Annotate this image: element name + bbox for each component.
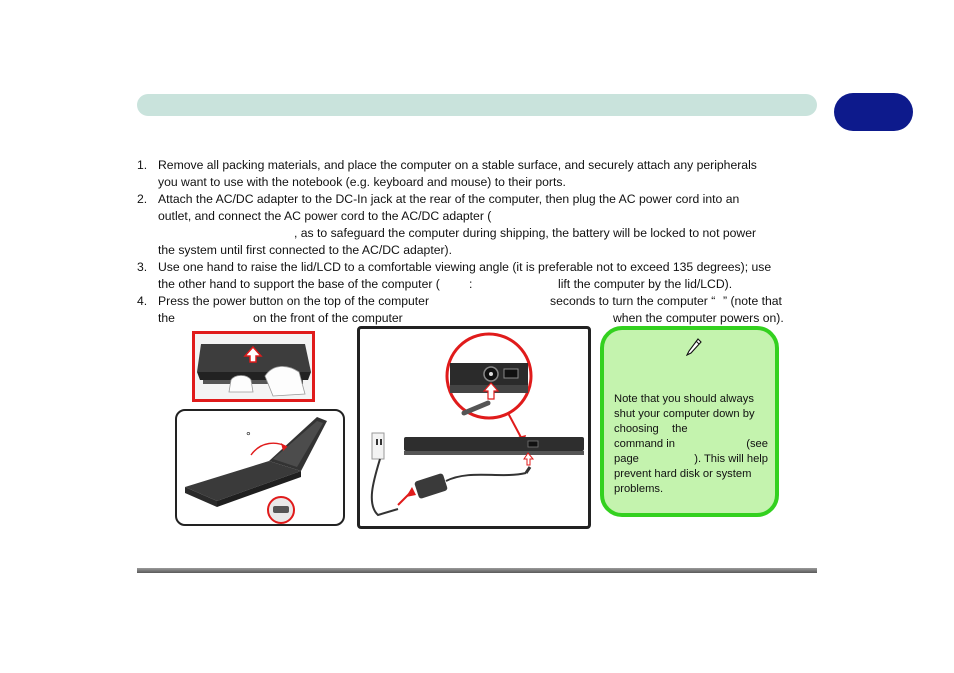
note-line-group	[614, 422, 768, 437]
step-text-line-group	[158, 293, 817, 310]
step-text-line: outlet, and connect the AC power cord to the AC/DC adapter (	[158, 209, 492, 223]
note-fragment: choosing	[614, 423, 659, 435]
note-fragment: (see	[746, 438, 768, 450]
note-fragment: the	[672, 423, 688, 435]
step-text-line: the system until first connected to the AC/DC adapter).	[158, 243, 452, 257]
footer-rule	[137, 568, 817, 573]
adapter-illustration	[360, 329, 588, 526]
laptop-open-illustration	[177, 411, 343, 524]
note-text	[614, 392, 768, 497]
step-1	[137, 157, 817, 191]
note-fragment: page	[614, 453, 639, 465]
figure-adapter-connection	[357, 326, 591, 529]
pen-icon	[686, 338, 702, 361]
note-line-group	[614, 437, 768, 452]
header-bar	[137, 94, 817, 116]
step-text-fragment: Press the power button on the top of the computer	[158, 294, 429, 308]
step-text-fragment: on the front of the computer	[253, 311, 403, 325]
angle-degree-mark: °	[246, 429, 251, 443]
step-text-line: , as to safeguard the computer during shipping, the battery will be locked to not power	[294, 226, 757, 240]
step-text-fragment: the	[158, 311, 175, 325]
note-fragment: ). This will help	[694, 453, 768, 465]
step-4	[137, 293, 817, 327]
laptop-lid-illustration	[195, 334, 312, 399]
step-text-fragment: the other hand to support the base of the computer (	[158, 277, 440, 291]
note-line-group	[614, 452, 768, 467]
step-text-line-group	[158, 310, 817, 327]
note-line: prevent hard disk or system	[614, 468, 752, 480]
note-line: problems.	[614, 483, 664, 495]
step-text-fragment: ” (note that	[723, 294, 782, 308]
step-number: 2.	[137, 192, 148, 206]
figure-lift-lid	[192, 331, 315, 402]
step-number: 3.	[137, 260, 148, 274]
step-text-line: Attach the AC/DC adapter to the DC-In jack at the rear of the computer, then plug the AC power cord into an	[158, 192, 740, 206]
step-text-line: Use one hand to raise the lid/LCD to a comfortable viewing angle (it is preferable not to exceed 135 degrees); use	[158, 260, 772, 274]
step-text-fragment: when the computer powers on).	[613, 311, 784, 325]
step-text-line: you want to use with the notebook (e.g. keyboard and mouse) to their ports.	[158, 175, 566, 189]
note-line: Note that you should always	[614, 393, 754, 405]
figure-open-angle	[175, 409, 345, 526]
note-fragment: command in	[614, 438, 675, 450]
step-3	[137, 259, 817, 293]
step-text-fragment: seconds to turn the computer “	[550, 294, 716, 308]
step-text-fragment: lift the computer by the lid/LCD).	[558, 277, 733, 291]
step-2	[137, 191, 817, 259]
chapter-tab	[834, 93, 913, 131]
note-line: shut your computer down by	[614, 408, 755, 420]
note-box	[600, 326, 779, 517]
setup-steps	[137, 157, 817, 327]
step-number: 4.	[137, 294, 148, 308]
step-text-line-group	[158, 276, 817, 293]
step-text-fragment: :	[469, 277, 473, 291]
step-number: 1.	[137, 158, 148, 172]
step-text-line: Remove all packing materials, and place the computer on a stable surface, and securely attach any peripherals	[158, 158, 757, 172]
